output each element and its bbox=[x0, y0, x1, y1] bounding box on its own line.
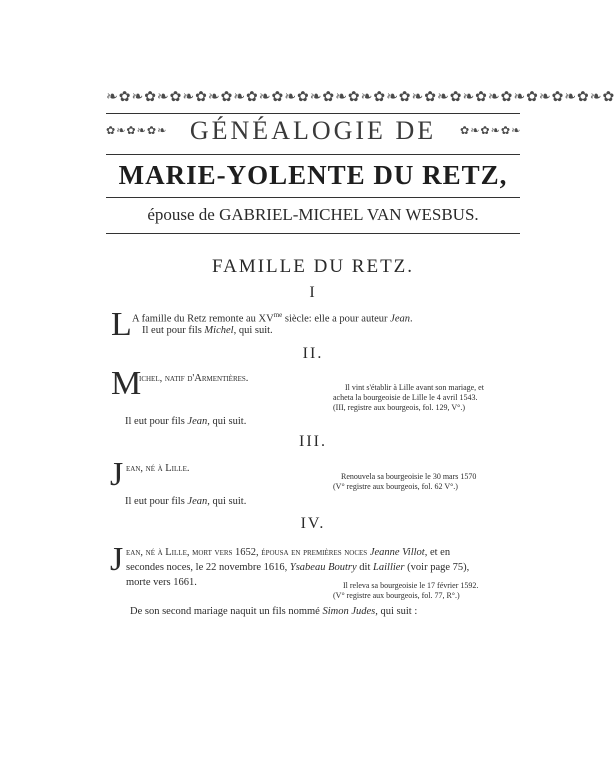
text-fragment: De son second mariage naquit un fils nommé bbox=[130, 606, 323, 617]
section-3-note-1: Renouvela sa bourgeoisie le 30 mars 1570 bbox=[341, 472, 477, 481]
text-fragment: secondes noces, le 22 novembre 1616, bbox=[126, 562, 290, 573]
superscript: me bbox=[273, 311, 283, 319]
person-name: Jean bbox=[187, 416, 208, 427]
section-4-line-1 bbox=[126, 545, 450, 560]
dropcap-3: J bbox=[110, 456, 124, 493]
person-name: Jeanne Villot bbox=[369, 547, 425, 558]
person-name: Simon Judes bbox=[322, 606, 376, 617]
section-3-son bbox=[125, 494, 246, 509]
header-rule-top bbox=[106, 113, 520, 114]
section-4-line-3: morte vers 1661. bbox=[126, 577, 197, 588]
text-fragment: ean, né à Lille, mort vers 1652, épousa en premières noces bbox=[126, 547, 370, 558]
text-fragment: Il eut pour fils bbox=[125, 496, 188, 507]
section-numeral-1: I bbox=[309, 284, 317, 301]
section-3-intro: ean, né à Lille. bbox=[126, 463, 190, 474]
section-4-line-2 bbox=[126, 560, 469, 575]
section-1-line-2 bbox=[142, 323, 273, 338]
title-line-2: MARIE-YOLENTE DU RETZ, bbox=[118, 160, 508, 190]
section-numeral-2: II. bbox=[302, 345, 324, 362]
text-fragment: , et en bbox=[424, 547, 451, 558]
ornamental-border-top: ❧✿❧✿❧✿❧✿❧✿❧✿❧✿❧✿❧✿❧✿❧✿❧✿❧✿❧✿❧✿❧✿❧✿❧✿❧✿❧✿ bbox=[106, 89, 615, 105]
text-fragment: . bbox=[409, 313, 413, 325]
dropcap-1: L bbox=[111, 306, 132, 343]
section-2-son bbox=[125, 414, 246, 429]
ornamental-border-right: ✿❧✿❧✿❧ bbox=[460, 124, 522, 137]
text-fragment: Il eut pour fils bbox=[125, 416, 188, 427]
ornamental-border-left: ✿❧✿❧✿❧ bbox=[106, 124, 168, 137]
section-4-note-2: (V° registre aux bourgeois, fol. 77, R°.) bbox=[333, 591, 460, 600]
text-fragment: siècle: elle a pour auteur bbox=[282, 313, 391, 325]
section-4-closing bbox=[130, 604, 417, 619]
text-fragment: , qui suit. bbox=[207, 496, 247, 507]
section-numeral-3: III. bbox=[299, 433, 327, 450]
section-2-note-2: acheta la bourgeoisie de Lille le 4 avril 1543. bbox=[333, 393, 478, 402]
text-fragment: (voir page 75), bbox=[404, 562, 470, 573]
title-rule-bottom bbox=[106, 197, 520, 198]
person-name: Jean bbox=[390, 313, 410, 325]
text-fragment: , qui suit. bbox=[233, 325, 273, 336]
text-fragment: Il eut pour fils bbox=[142, 325, 205, 336]
text-fragment: dit bbox=[356, 562, 374, 573]
text-fragment: A famille du Retz remonte au XV bbox=[132, 313, 274, 325]
section-2-note-3: (III, registre aux bourgeois, fol. 129, V°.) bbox=[333, 403, 465, 412]
header-rule-bottom bbox=[106, 233, 520, 234]
dropcap-2: M bbox=[111, 365, 142, 402]
person-name: Jean bbox=[187, 496, 208, 507]
section-2-intro: ichel, natif d'Armentières. bbox=[139, 373, 249, 384]
section-numeral-4: IV. bbox=[300, 515, 326, 532]
dropcap-4: J bbox=[110, 541, 124, 578]
person-name: Michel bbox=[204, 325, 234, 336]
section-4-note-1: Il releva sa bourgeoisie le 17 février 1592. bbox=[343, 581, 479, 590]
text-fragment: , qui suit. bbox=[207, 416, 247, 427]
person-name: Laillier bbox=[373, 562, 405, 573]
title-rule bbox=[106, 154, 520, 155]
section-2-note-1: Il vint s'établir à Lille avant son mariage, et bbox=[345, 383, 484, 392]
title-line-1: GÉNÉALOGIE DE bbox=[189, 116, 437, 145]
person-name: Ysabeau Boutry bbox=[289, 562, 357, 573]
family-heading: FAMILLE DU RETZ. bbox=[211, 256, 415, 277]
section-3-note-2: (V° registre aux bourgeois, fol. 62 V°.) bbox=[333, 482, 458, 491]
text-fragment: , qui suit : bbox=[375, 606, 418, 617]
spouse-line: épouse de GABRIEL-MICHEL VAN WESBUS. bbox=[147, 205, 479, 224]
